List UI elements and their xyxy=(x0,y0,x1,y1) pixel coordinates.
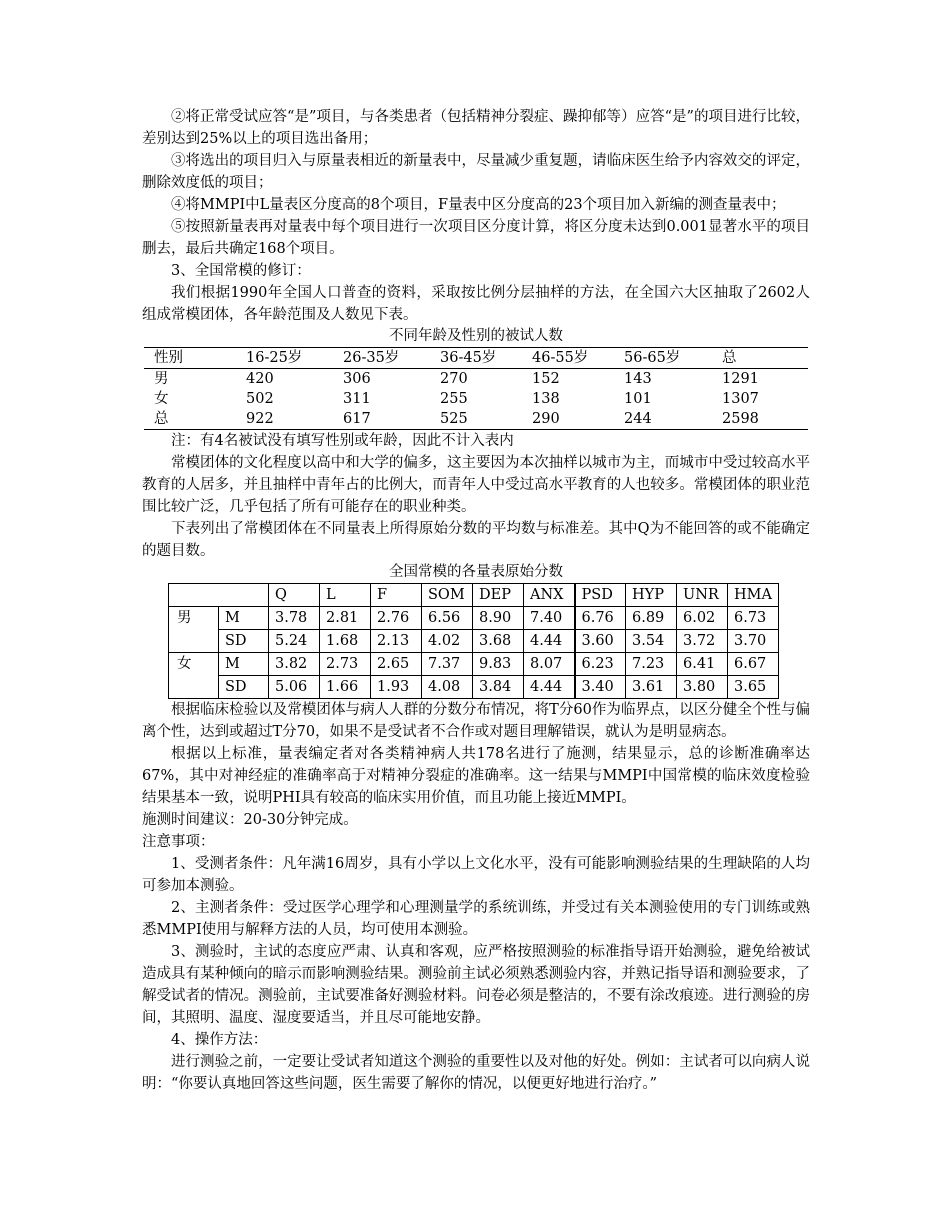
table1-note: 注：有4名被试没有填写性别或年龄，因此不计入表内 xyxy=(171,433,514,449)
table1-cell: 244 xyxy=(614,409,712,430)
table2-cell: 8.90 xyxy=(473,607,524,630)
table1-cell: 255 xyxy=(440,391,468,407)
table1-header: 26-35岁 xyxy=(333,348,430,369)
table2-stat-cell: SD xyxy=(219,630,269,653)
table2-cell: 3.80 xyxy=(677,676,728,699)
table1-cell: 女 xyxy=(154,391,169,407)
table2-cell: 7.40 xyxy=(524,607,575,630)
paragraph-step-2: ②将正常受试应答“是”项目，与各类患者（包括精神分裂症、躁抑郁等）应答“是”的项目进行比较，差别达到25%以上的项目选出备用； xyxy=(142,109,810,147)
table1-cell: 男 xyxy=(154,371,169,387)
table-row xyxy=(144,389,808,409)
table1-cell: 922 xyxy=(236,409,333,430)
table2-cell: 3.60 xyxy=(575,630,626,653)
table1-header: 36-45岁 xyxy=(430,348,522,369)
paragraph-step-5: ⑤按照新量表再对量表中每个项目进行一次项目区分度计算，将区分度未达到0.001显著水平的项目删去，最后共确定168个项目。 xyxy=(142,219,810,257)
table-row xyxy=(169,630,779,653)
table2-cell: 3.68 xyxy=(473,630,524,653)
paragraph-sampling: 我们根据1990年全国人口普查的资料，采取按比例分层抽样的方法，在全国六大区抽取了2602人组成常模团体，各年龄范围及人数见下表。 xyxy=(142,285,810,323)
table2-header: PSD xyxy=(575,584,626,607)
table2-sex-cell: 男 xyxy=(169,607,219,653)
table2-header: Q xyxy=(269,584,320,607)
paragraph-table2-intro: 下表列出了常模团体在不同量表上所得原始分数的平均数与标准差。其中Q为不能回答的或不能确定的题目数。 xyxy=(142,521,810,559)
table2-header: L xyxy=(320,584,371,607)
table2-cell: 2.76 xyxy=(371,607,422,630)
table2-cell: 3.65 xyxy=(728,676,779,699)
table1-cell: 306 xyxy=(343,371,371,387)
paragraph: 注意事项： xyxy=(142,834,215,850)
table2-cell: 2.81 xyxy=(320,607,371,630)
table2-cell: 6.67 xyxy=(728,653,779,676)
table2-cell: 3.82 xyxy=(269,653,320,676)
table2-cell: 4.02 xyxy=(422,630,473,653)
table-row xyxy=(169,607,779,630)
paragraph-education: 常模团体的文化程度以高中和大学的偏多，这主要因为本次抽样以城市为主，而城市中受过较高水平教育的人居多，并且抽样中青年占的比例大，而青年人中受过高水平教育的人也较多。常模团体的职业范围比较广泛，几乎包括了所有可能存在的职业种类。 xyxy=(142,455,810,515)
table2-cell: 6.23 xyxy=(575,653,626,676)
paragraph: 3、测验时，主试的态度应严肃、认真和客观，应严格按照测验的标准指导语开始测验，避免给被试造成具有某种倾向的暗示而影响测验结果。测验前主试必须熟悉测验内容，并熟记指导语和测验要求，了解受试者的情况。测验前，主试要准备好测验材料。问卷必须是整洁的，不要有涂改痕迹。进行测验的房间，其照明、温度、湿度要适当，并且尽可能地安静。 xyxy=(142,944,810,1026)
table1-cell: 152 xyxy=(532,371,560,387)
norm-scores-table xyxy=(168,583,779,699)
table2-stat-cell: M xyxy=(219,653,269,676)
table2-cell: 3.84 xyxy=(473,676,524,699)
table1-header: 总 xyxy=(712,348,808,369)
table2-cell: 3.78 xyxy=(269,607,320,630)
age-sex-table xyxy=(144,347,808,430)
table1-header: 56-65岁 xyxy=(614,348,712,369)
table2-cell: 6.02 xyxy=(677,607,728,630)
table2-cell: 6.89 xyxy=(626,607,677,630)
paragraph-step-3: ③将选出的项目归入与原量表相近的新量表中，尽量减少重复题，请临床医生给予内容效交的评定，删除效度低的项目； xyxy=(142,153,810,191)
paragraph-step-4: ④将MMPI中L量表区分度高的8个项目，F量表中区分度高的23个项目加入新编的测查量表中； xyxy=(171,197,786,213)
table2-cell: 4.44 xyxy=(524,630,575,653)
table2-cell: 3.72 xyxy=(677,630,728,653)
table2-cell: 6.73 xyxy=(728,607,779,630)
paragraph: 2、主测者条件：受过医学心理学和心理测量学的系统训练，并受过有关本测验使用的专门训练或熟悉MMPI使用与解释方法的人员，均可使用本测验。 xyxy=(142,900,810,938)
table2-sex-cell: 女 xyxy=(169,653,219,699)
table2-cell: 6.76 xyxy=(575,607,626,630)
bottom-section xyxy=(142,699,810,1095)
table2-cell: 7.23 xyxy=(626,653,677,676)
table2-cell: 3.54 xyxy=(626,630,677,653)
table2-header: UNR xyxy=(677,584,728,607)
table2-cell: 3.70 xyxy=(728,630,779,653)
paragraph: 根据以上标准，量表编定者对各类精神病人共178名进行了施测，结果显示，总的诊断准确率达67%，其中对神经症的准确率高于对精神分裂症的准确率。这一结果与MMPI中国常模的临床效度检验结果基本一致，说明PHI具有较高的临床实用价值，而且功能上接近MMPI。 xyxy=(142,746,810,806)
table2-cell: 6.56 xyxy=(422,607,473,630)
table2-cell: 4.44 xyxy=(524,676,575,699)
table1-cell: 617 xyxy=(333,409,430,430)
table1-cell: 138 xyxy=(532,391,560,407)
paragraph: 4、操作方法： xyxy=(171,1032,268,1048)
table2-cell: 4.08 xyxy=(422,676,473,699)
paragraph: 1、受测者条件：凡年满16周岁，具有小学以上文化水平，没有可能影响测验结果的生理缺陷的人均可参加本测验。 xyxy=(142,856,810,894)
table1-cell: 2598 xyxy=(712,409,808,430)
table2-cell: 5.24 xyxy=(269,630,320,653)
table2-cell: 2.73 xyxy=(320,653,371,676)
table1-cell: 270 xyxy=(440,371,468,387)
table-row xyxy=(144,409,808,430)
table1-header: 16-25岁 xyxy=(236,348,333,369)
table2-header: DEP xyxy=(473,584,524,607)
table2-header: F xyxy=(371,584,422,607)
document-body xyxy=(142,106,810,1095)
paragraph: 进行测验之前，一定要让受试者知道这个测验的重要性以及对他的好处。例如：主试者可以向病人说明：“你要认真地回答这些问题，医生需要了解你的情况，以便更好地进行治疗。” xyxy=(142,1054,810,1092)
table2-cell: 8.07 xyxy=(524,653,575,676)
table2-header: HMA xyxy=(728,584,779,607)
table1-cell: 143 xyxy=(624,371,652,387)
table1-cell: 311 xyxy=(343,391,371,407)
table2-cell xyxy=(169,584,269,607)
paragraph: 施测时间建议：20-30分钟完成。 xyxy=(142,812,358,828)
table1-cell: 502 xyxy=(246,391,274,407)
table2-cell: 7.37 xyxy=(422,653,473,676)
table2-stat-cell: SD xyxy=(219,676,269,699)
table2-stat-cell: M xyxy=(219,607,269,630)
table2-cell: 1.66 xyxy=(320,676,371,699)
table1-cell: 总 xyxy=(144,409,236,430)
paragraph: 根据临床检验以及常模团体与病人人群的分数分布情况，将T分60作为临界点，以区分健全个性与偏离个性，达到或超过T分70，如果不是受试者不合作或对题目理解错误，就认为是明显病态。 xyxy=(142,702,810,740)
table2-header: HYP xyxy=(626,584,677,607)
table-row xyxy=(169,676,779,699)
table2-cell: 3.61 xyxy=(626,676,677,699)
table2-header: SOM xyxy=(422,584,473,607)
table2-header-row xyxy=(169,584,779,607)
table1-header: 性别 xyxy=(144,348,236,369)
table2-header: ANX xyxy=(524,584,575,607)
table1-cell: 101 xyxy=(624,391,652,407)
table1-cell: 420 xyxy=(246,371,274,387)
section-heading-norm-revision: 3、全国常模的修订： xyxy=(171,263,311,279)
table1-caption: 不同年龄及性别的被试人数 xyxy=(389,328,563,344)
table1-header: 46-55岁 xyxy=(522,348,614,369)
table-row xyxy=(169,653,779,676)
table2-cell: 2.65 xyxy=(371,653,422,676)
table2-cell: 1.93 xyxy=(371,676,422,699)
table1-cell: 1307 xyxy=(722,391,759,407)
table-row xyxy=(144,369,808,390)
table1-cell: 290 xyxy=(522,409,614,430)
table2-cell: 3.40 xyxy=(575,676,626,699)
table1-cell: 525 xyxy=(430,409,522,430)
table1-cell: 1291 xyxy=(722,371,759,387)
table2-cell: 6.41 xyxy=(677,653,728,676)
table2-cell: 2.13 xyxy=(371,630,422,653)
table2-caption: 全国常模的各量表原始分数 xyxy=(389,564,563,580)
table2-cell: 9.83 xyxy=(473,653,524,676)
table1-header-row xyxy=(144,348,808,369)
table2-cell: 1.68 xyxy=(320,630,371,653)
table2-cell: 5.06 xyxy=(269,676,320,699)
